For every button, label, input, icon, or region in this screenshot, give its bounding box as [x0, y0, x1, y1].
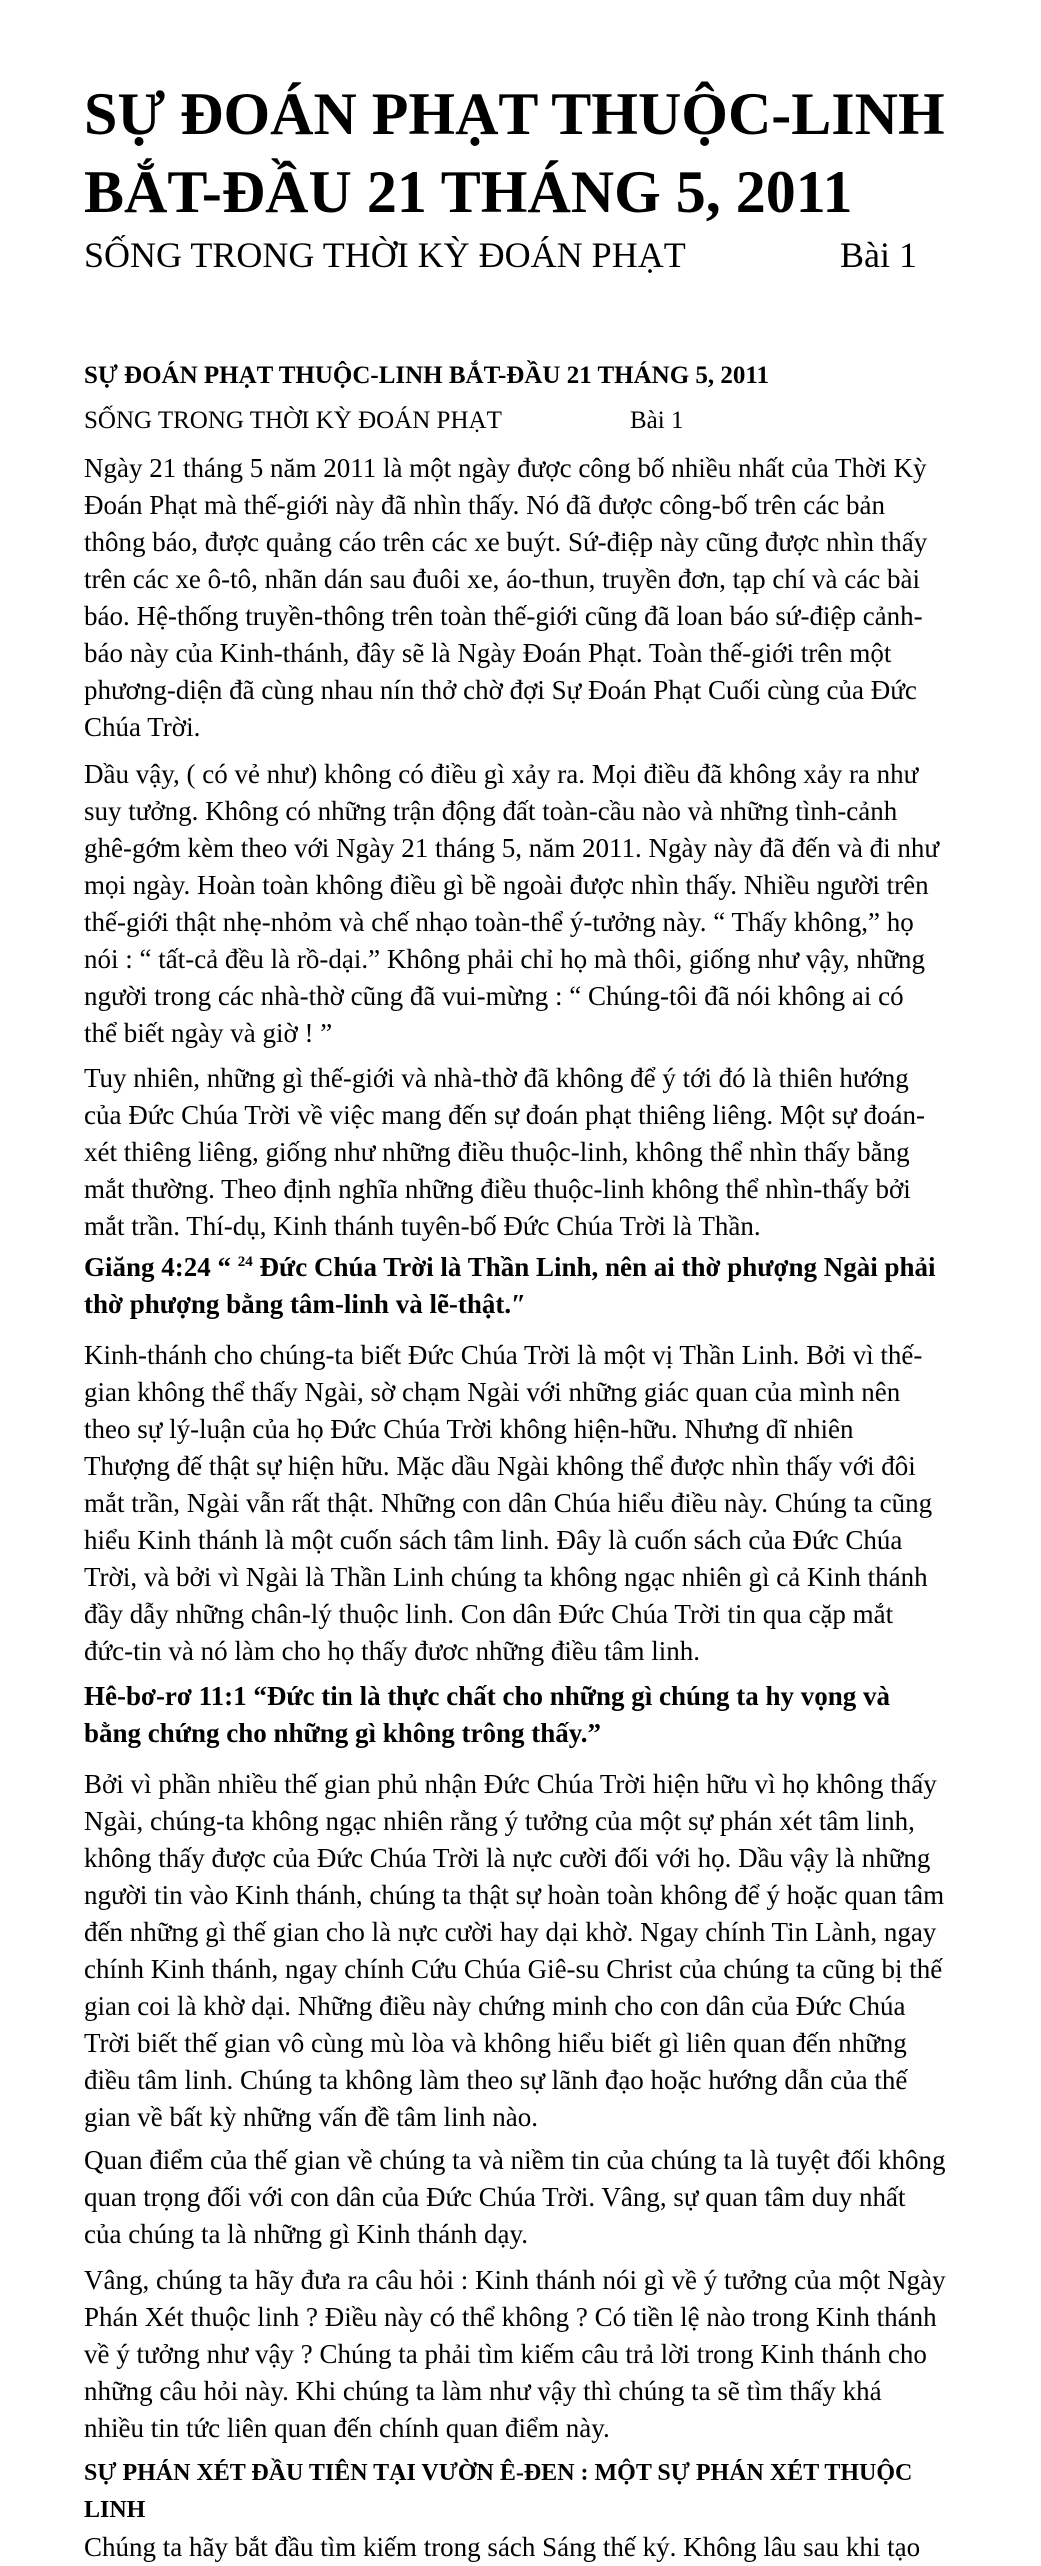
text-line: thể biết ngày và giờ ! ” [84, 1018, 333, 1048]
text-line: theo sự lý-luận của họ Đức Chúa Trời không hiện-hữu. Nhưng dĩ nhiên [84, 1414, 854, 1444]
text-line: đức-tin và nó làm cho họ thấy đươc những điều tâm linh. [84, 1636, 701, 1666]
document-title [84, 75, 945, 231]
text-line: những câu hỏi này. Khi chúng ta làm như vậy thì chúng ta sẽ tìm thấy khá [84, 2376, 882, 2406]
lesson-number: Bài 1 [840, 235, 917, 275]
text-line: nhiều tin tức liên quan đến chính quan điểm này. [84, 2413, 610, 2443]
text-line: điều tâm linh. Chúng ta không làm theo sự lãnh đạo hoặc hướng dẫn của thế [84, 2065, 908, 2095]
text-line: thông báo, được quảng cáo trên các xe buýt. Sứ-điệp này cũng được nhìn thấy [84, 527, 928, 557]
paragraph-4 [84, 1337, 932, 1670]
text-line: Kinh-thánh cho chúng-ta biết Đức Chúa Trời là một vị Thần Linh. Bởi vì thế- [84, 1340, 923, 1370]
document-subtitle [84, 233, 984, 277]
paragraph-7 [84, 2262, 946, 2447]
paragraph-6 [84, 2142, 946, 2253]
text-line: xét thiêng liêng, giống như những điều thuộc-linh, không thể nhìn thấy bằng [84, 1137, 910, 1167]
scripture-line: thờ phượng bằng tâm-linh và lẽ-thật.″ [84, 1289, 527, 1319]
section-lesson-number: Bài 1 [630, 407, 684, 434]
text-line: Trời, và bởi vì Ngài là Thần Linh chúng ta không ngạc nhiên gì cả Kinh thánh [84, 1562, 928, 1592]
section-heading: SỰ ĐOÁN PHẠT THUỘC-LINH BẮT-ĐẦU 21 THÁNG 5, 2011 [84, 362, 770, 389]
text-line: Dầu vậy, ( có vẻ như) không có điều gì xảy ra. Mọi điều đã không xảy ra như [84, 759, 919, 789]
verse-number: 24 [237, 1254, 253, 1270]
text-line: Bởi vì phần nhiều thế gian phủ nhận Đức Chúa Trời hiện hữu vì họ không thấy [84, 1769, 937, 1799]
paragraph-5 [84, 1766, 944, 2136]
text-line: quan trọng đối với con dân của Đức Chúa Trời. Vâng, sự quan tâm duy nhất [84, 2182, 906, 2212]
text-line: mắt trần, Ngài vẫn rất thật. Những con dân Chúa hiểu điều này. Chúng ta cũng [84, 1488, 933, 1518]
text-line: LINH [84, 2497, 146, 2523]
text-line: gian không thể thấy Ngài, sờ chạm Ngài với những giác quan của mình nên [84, 1377, 901, 1407]
text-line: Đoán Phạt mà thế-giới này đã nhìn thấy. Nó đã được công-bố trên các bản [84, 490, 885, 520]
title-line-1: SỰ ĐOÁN PHẠT THUỘC-LINH [84, 81, 945, 147]
text-line: Hê-bơ-rơ 11:1 “Đức tin là thực chất cho những gì chúng ta hy vọng và [84, 1681, 891, 1711]
text-line: mọi ngày. Hoàn toàn không điều gì bề ngoài được nhìn thấy. Nhiều người trên [84, 870, 929, 900]
text-line: của chúng ta là những gì Kinh thánh dạy. [84, 2219, 529, 2249]
section-heading-eden [84, 2455, 912, 2529]
text-line: phương-diện đã cùng nhau nín thở chờ đợi Sự Đoán Phạt Cuối cùng của Đức [84, 675, 917, 705]
section-subheading [84, 402, 884, 439]
text-line: bằng chứng cho những gì không trông thấy.” [84, 1718, 602, 1748]
scripture-john-4-24 [84, 1249, 936, 1323]
text-line: Ngày 21 tháng 5 năm 2011 là một ngày được công bố nhiều nhất của Thời Kỳ [84, 453, 927, 483]
text-line: SỰ PHÁN XÉT ĐẦU TIÊN TẠI VƯỜN Ê-ĐEN : MỘT SỰ PHÁN XÉT THUỘC [84, 2460, 913, 2486]
text-line: đầy dẫy những chân-lý thuộc linh. Con dân Đức Chúa Trời tin qua cặp mắt [84, 1599, 894, 1629]
text-line: Vâng, chúng ta hãy đưa ra câu hỏi : Kinh thánh nói gì về ý tưởng của một Ngày [84, 2265, 946, 2295]
scripture-ref: Giăng 4:24 “ [84, 1252, 238, 1282]
text-line: Thượng đế thật sự hiện hữu. Mặc dầu Ngài không thể được nhìn thấy với đôi [84, 1451, 916, 1481]
text-line: chính Kinh thánh, ngay chính Cứu Chúa Giê-su Christ của chúng ta cũng bị thế [84, 1954, 943, 1984]
title-line-2: BẮT-ĐẦU 21 THÁNG 5, 2011 [84, 159, 853, 225]
text-line: về ý tưởng như vậy ? Chúng ta phải tìm kiếm câu trả lời trong Kinh thánh cho [84, 2339, 927, 2369]
text-line: của Đức Chúa Trời về việc mang đến sự đoán phạt thiêng liêng. Một sự đoán- [84, 1100, 926, 1130]
text-line: không thấy được của Đức Chúa Trời là nực cười đối với họ. Dầu vậy là những [84, 1843, 931, 1873]
text-line: suy tưởng. Không có những trận động đất toàn-cầu nào và những tình-cảnh [84, 796, 898, 826]
paragraph-2 [84, 756, 939, 1052]
text-line: hiểu Kinh thánh là một cuốn sách tâm linh. Đây là cuốn sách của Đức Chúa [84, 1525, 903, 1555]
paragraph-1 [84, 450, 927, 746]
text-line: thế-giới thật nhẹ-nhỏm và chế nhạo toàn-thể ý-tưởng này. “ Thấy không,” họ [84, 907, 914, 937]
scripture-hebrews-11-1 [84, 1678, 890, 1752]
text-line: nói : “ tất-cả đều là rồ-dại.” Không phải chỉ họ mà thôi, giống như vậy, những [84, 944, 926, 974]
text-line: Phán Xét thuộc linh ? Điều này có thể không ? Có tiền lệ nào trong Kinh thánh [84, 2302, 937, 2332]
text-line: Tuy nhiên, những gì thế-giới và nhà-thờ đã không để ý tới đó là thiên hướng [84, 1063, 909, 1093]
subtitle-text: SỐNG TRONG THỜI KỲ ĐOÁN PHẠT [84, 235, 686, 275]
text-line: gian về bất kỳ những vấn đề tâm linh nào. [84, 2102, 539, 2132]
text-line: mắt trần. Thí-dụ, Kinh thánh tuyên-bố Đức Chúa Trời là Thần. [84, 1211, 761, 1241]
scripture-line [84, 1249, 936, 1286]
text-line: người trong các nhà-thờ cũng đã vui-mừng : “ Chúng-tôi đã nói không ai có [84, 981, 904, 1011]
text-line: Ngài, chúng-ta không ngạc nhiên rằng ý tưởng của một sự phán xét tâm linh, [84, 1806, 915, 1836]
scripture-text: Đức Chúa Trời là Thần Linh, nên ai thờ phượng Ngài phải [252, 1252, 936, 1282]
text-line: trên các xe ô-tô, nhãn dán sau đuôi xe, áo-thun, truyền đơn, tạp chí và các bài [84, 564, 920, 594]
paragraph-8 [84, 2529, 920, 2566]
section-subheading-text: SỐNG TRONG THỜI KỲ ĐOÁN PHẠT [84, 407, 502, 434]
text-line: Chúa Trời. [84, 712, 201, 742]
text-line: Quan điểm của thế gian về chúng ta và niềm tin của chúng ta là tuyệt đối không [84, 2145, 946, 2175]
text-line: báo. Hệ-thống truyền-thông trên toàn thế-giới cũng đã loan báo sứ-điệp cảnh- [84, 601, 923, 631]
text-line: báo này của Kinh-thánh, đây sẽ là Ngày Đoán Phạt. Toàn thế-giới trên một [84, 638, 892, 668]
text-line: mắt thường. Theo định nghĩa những điều thuộc-linh không thể nhìn-thấy bởi [84, 1174, 911, 1204]
text-line: người tin vào Kinh thánh, chúng ta thật sự hoàn toàn không để ý hoặc quan tâm [84, 1880, 945, 1910]
text-line: ghê-gớm kèm theo với Ngày 21 tháng 5, năm 2011. Ngày này đã đến và đi như [84, 833, 940, 863]
text-line: Trời biết thế gian vô cùng mù lòa và không hiểu biết gì liên quan đến những [84, 2028, 907, 2058]
text-line: đến những gì thế gian cho là nực cười hay dại khờ. Ngay chính Tin Lành, ngay [84, 1917, 937, 1947]
text-line: gian coi là khờ dại. Những điều này chứng minh cho con dân của Đức Chúa [84, 1991, 906, 2021]
paragraph-3 [84, 1060, 925, 1245]
text-line: Chúng ta hãy bắt đầu tìm kiếm trong sách Sáng thế ký. Không lâu sau khi tạo [84, 2532, 921, 2562]
